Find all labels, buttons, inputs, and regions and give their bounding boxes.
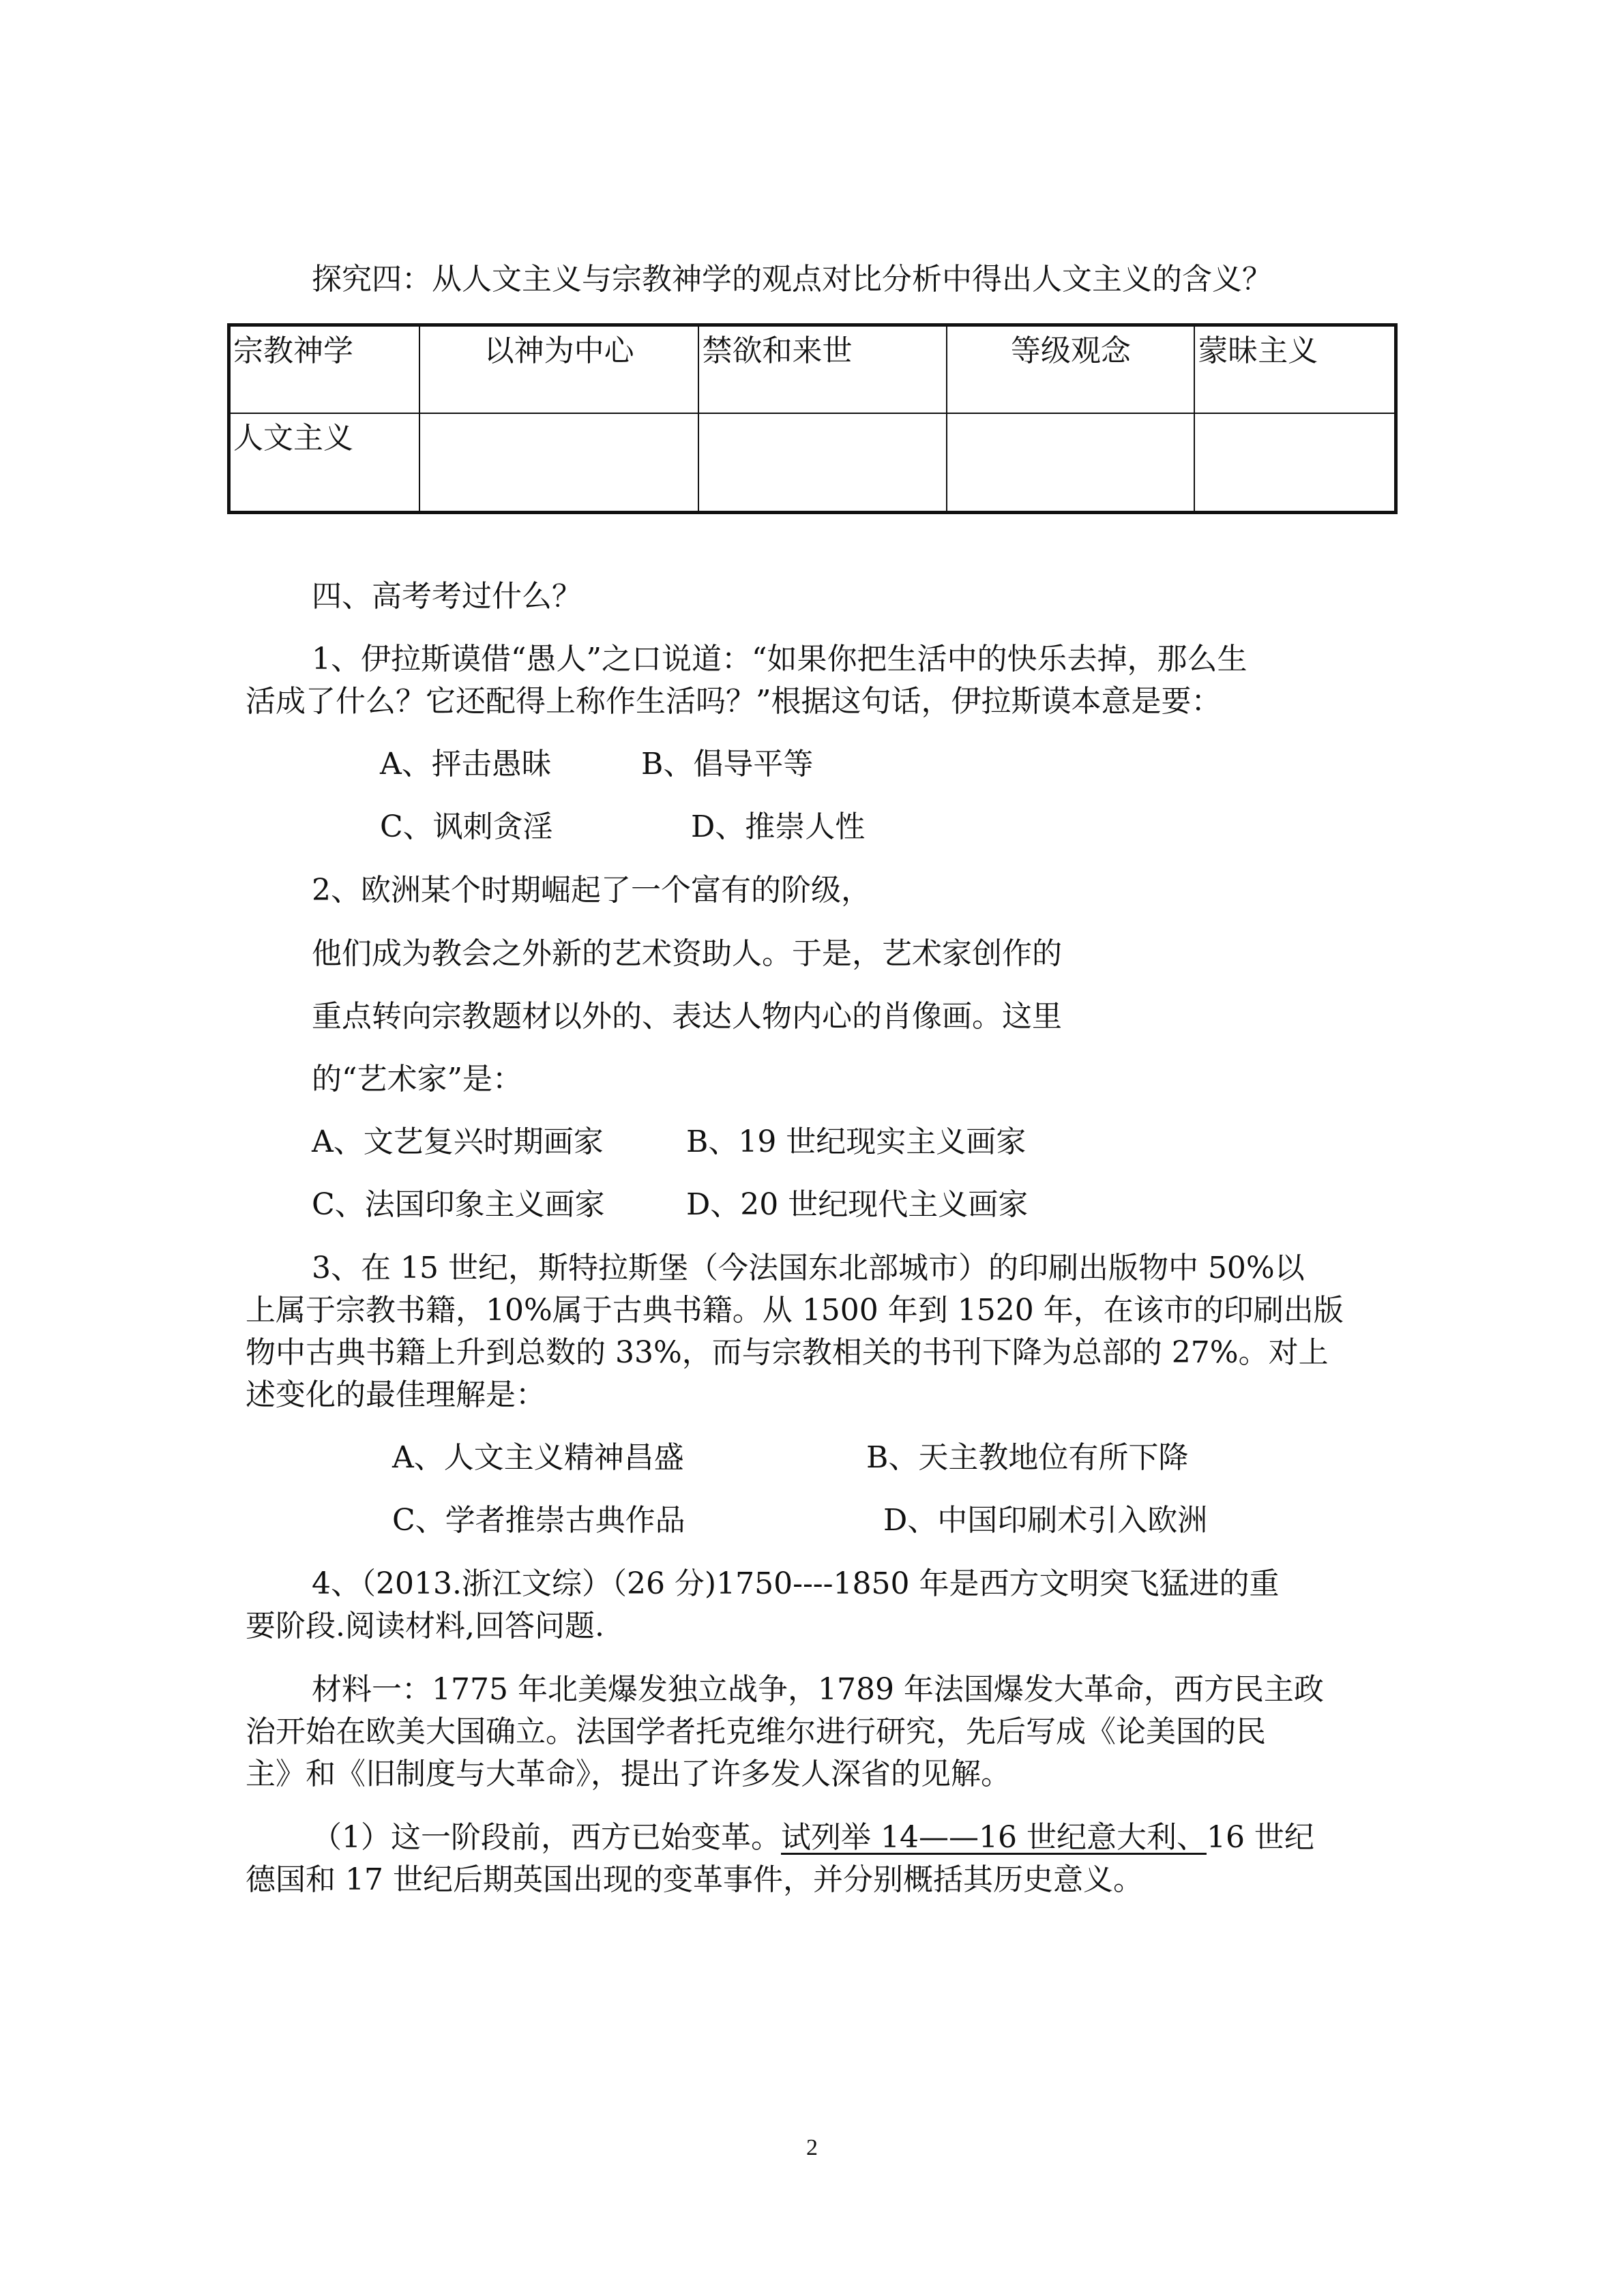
q4-sub1-pre: （1）这一阶段前，西方已始变革。 bbox=[312, 1820, 781, 1855]
table-cell bbox=[698, 413, 947, 513]
table-cell: 以神为中心 bbox=[419, 325, 699, 414]
table-row bbox=[229, 325, 1396, 414]
table-cell: 等级观念 bbox=[947, 325, 1194, 414]
page-number: 2 bbox=[806, 2135, 818, 2160]
q3-line2: 上属于宗教书籍，10%属于古典书籍。从 1500 年到 1520 年，在该市的印刷出版 bbox=[246, 1293, 1344, 1328]
q4-sub1-underlined: 试列举 14——16 世纪意大利、 bbox=[781, 1820, 1207, 1855]
q1-option-a: A、抨击愚昧 bbox=[380, 747, 552, 781]
comparison-table bbox=[227, 323, 1398, 514]
table-cell: 人文主义 bbox=[229, 413, 419, 513]
table-cell: 蒙昧主义 bbox=[1194, 325, 1396, 414]
q2-option-b: B、19 世纪现实主义画家 bbox=[686, 1124, 1027, 1159]
table-cell: 宗教神学 bbox=[229, 325, 419, 414]
material1-line2: 治开始在欧美大国确立。法国学者托克维尔进行研究，先后写成《论美国的民 bbox=[246, 1714, 1266, 1749]
q2-line2: 他们成为教会之外新的艺术资助人。于是，艺术家创作的 bbox=[312, 936, 1062, 971]
q2-line1: 2、欧洲某个时期崛起了一个富有的阶级， bbox=[312, 873, 871, 908]
section-heading: 四、高考考过什么？ bbox=[312, 579, 582, 614]
table-cell: 禁欲和来世 bbox=[698, 325, 947, 414]
table-cell bbox=[947, 413, 1194, 513]
q2-line3: 重点转向宗教题材以外的、表达人物内心的肖像画。这里 bbox=[312, 999, 1062, 1034]
q3-option-c: C、学者推崇古典作品 bbox=[392, 1503, 685, 1538]
q4-sub1-line1 bbox=[312, 1817, 1314, 1858]
table-cell bbox=[419, 413, 699, 513]
table-row bbox=[229, 413, 1396, 513]
q2-option-c: C、法国印象主义画家 bbox=[312, 1187, 605, 1222]
q3-option-d: D、中国印刷术引入欧洲 bbox=[883, 1503, 1208, 1538]
q3-option-b: B、天主教地位有所下降 bbox=[866, 1440, 1189, 1475]
q3-line1: 3、在 15 世纪，斯特拉斯堡（今法国东北部城市）的印刷出版物中 50%以 bbox=[312, 1251, 1305, 1285]
table-cell bbox=[1194, 413, 1396, 513]
q4-line2: 要阶段.阅读材料,回答问题. bbox=[246, 1609, 604, 1643]
material1-line3: 主》和《旧制度与大革命》，提出了许多发人深省的见解。 bbox=[246, 1757, 1011, 1791]
explore4-prompt: 探究四：从人文主义与宗教神学的观点对比分析中得出人文主义的含义？ bbox=[312, 262, 1272, 297]
q1-option-c: C、讽刺贪淫 bbox=[380, 809, 553, 844]
material1-line1: 材料一：1775 年北美爆发独立战争，1789 年法国爆发大革命，西方民主政 bbox=[312, 1672, 1324, 1707]
q2-line4: 的“艺术家”是： bbox=[312, 1062, 522, 1097]
q3-line4: 述变化的最佳理解是： bbox=[246, 1377, 546, 1412]
q4-sub1-line2: 德国和 17 世纪后期英国出现的变革事件，并分别概括其历史意义。 bbox=[246, 1862, 1143, 1897]
q4-line1: 4、（2013.浙江文综）（26 分)1750----1850 年是西方文明突飞猛进的重 bbox=[312, 1566, 1280, 1601]
q3-line3: 物中古典书籍上升到总数的 33%，而与宗教相关的书刊下降为总部的 27%。对上 bbox=[246, 1335, 1329, 1370]
q4-sub1-post: 16 世纪 bbox=[1206, 1820, 1314, 1855]
q1-option-d: D、推崇人性 bbox=[691, 809, 866, 844]
q1-line1: 1、伊拉斯谟借“愚人”之口说道：“如果你把生活中的快乐去掉，那么生 bbox=[312, 642, 1247, 676]
q1-line2: 活成了什么？它还配得上称作生活吗？”根据这句话，伊拉斯谟本意是要： bbox=[246, 684, 1222, 719]
q2-option-d: D、20 世纪现代主义画家 bbox=[686, 1187, 1029, 1222]
q2-option-a: A、文艺复兴时期画家 bbox=[312, 1124, 604, 1159]
q1-option-b: B、倡导平等 bbox=[641, 747, 814, 781]
q3-option-a: A、人文主义精神昌盛 bbox=[392, 1440, 684, 1475]
